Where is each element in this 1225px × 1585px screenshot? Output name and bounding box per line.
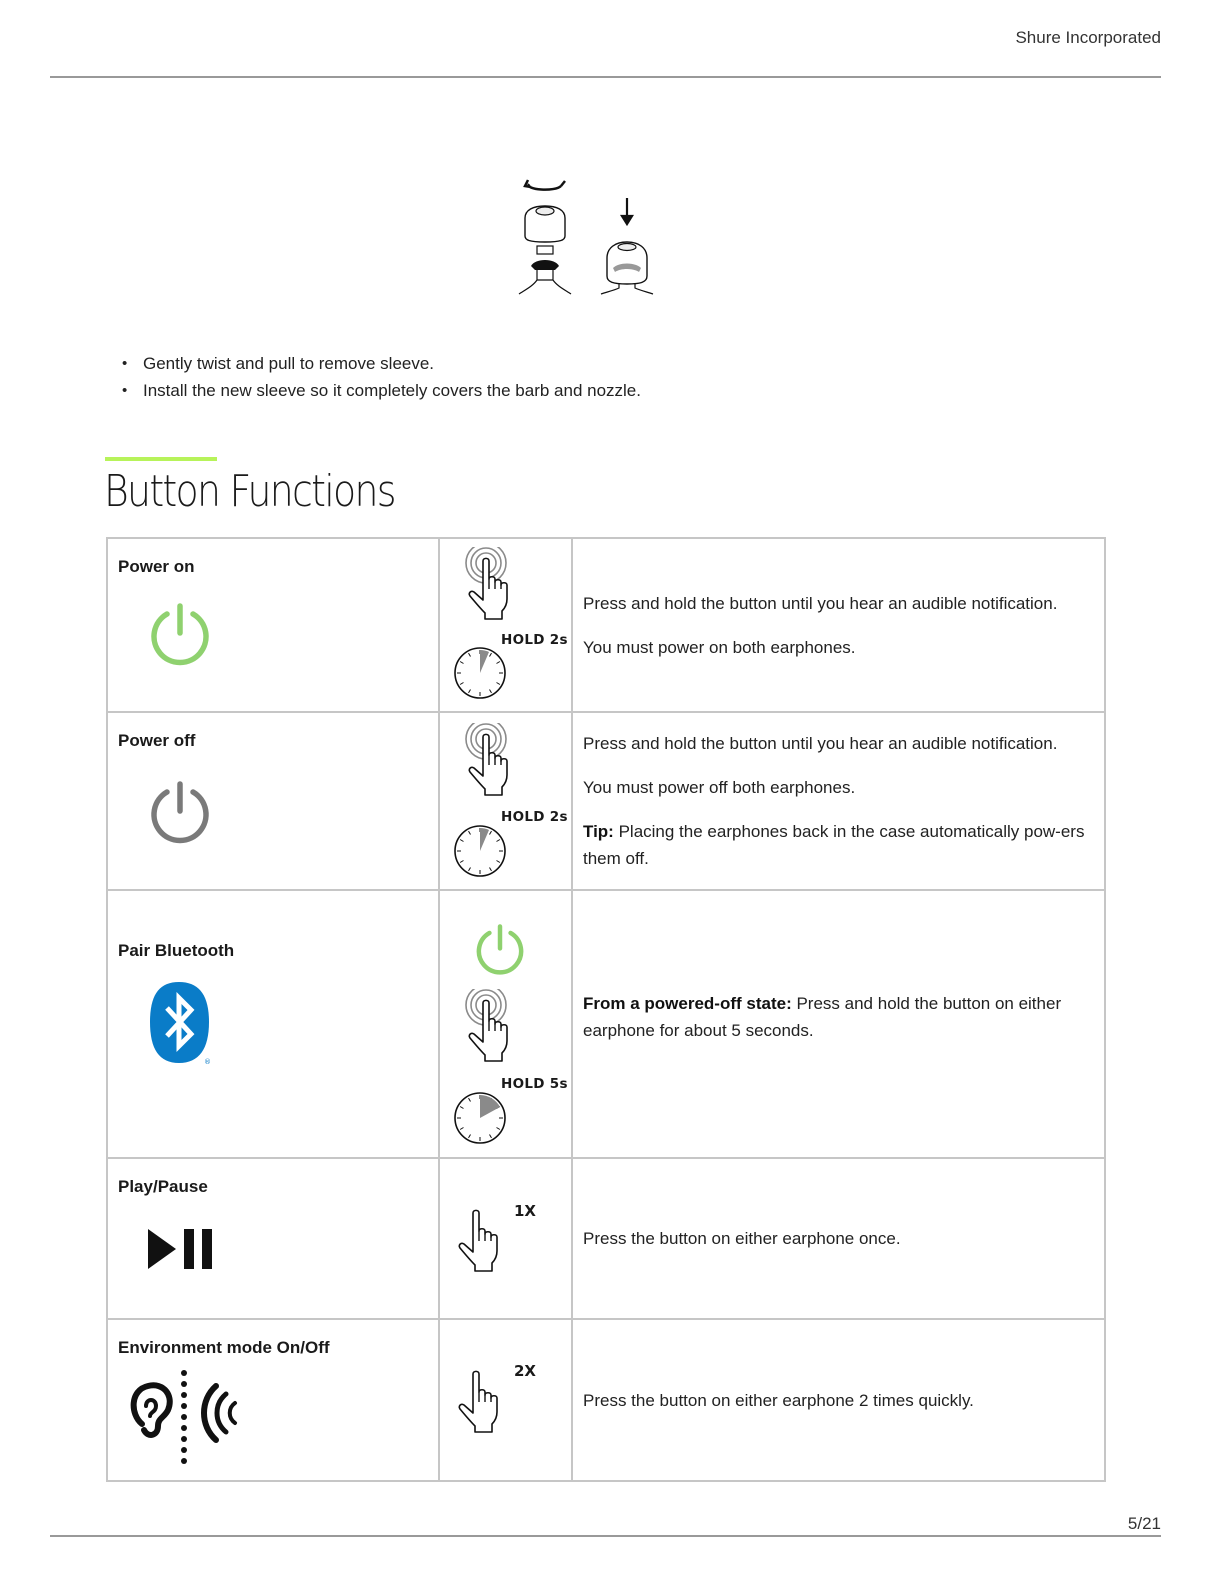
hold-duration-label: HOLD 5s: [501, 1076, 568, 1092]
function-label: Power on: [118, 557, 195, 576]
play-pause-icon: [148, 1227, 216, 1271]
press-count-label: 1X: [514, 1202, 537, 1220]
tip-label: Tip:: [583, 822, 614, 841]
sleeve-replacement-illustration: [515, 178, 663, 300]
gesture-cell: [439, 538, 572, 712]
function-name-cell: [107, 1158, 439, 1319]
power-icon: [149, 781, 211, 845]
function-label: Pair Bluetooth: [118, 940, 235, 960]
timer-icon: [452, 1090, 508, 1146]
function-name-cell: [107, 890, 439, 1158]
bluetooth-icon: [149, 981, 215, 1065]
gesture-cell: [439, 712, 572, 890]
description-text: Press and hold the button until you hear an audible notification.: [583, 593, 1058, 613]
description-text: You must power off both earphones.: [583, 778, 856, 797]
list-item: • Gently twist and pull to remove sleeve.: [122, 350, 641, 377]
header-company: Shure Incorporated: [1015, 28, 1161, 47]
description-cell: [572, 538, 1105, 712]
arrow-down-icon: [622, 198, 632, 224]
press-and-hold-icon: [460, 989, 530, 1073]
twist-arrow-icon: [525, 180, 565, 190]
description-cell: [572, 890, 1105, 1158]
press-icon: [452, 1368, 508, 1440]
power-icon: [149, 603, 211, 667]
description-text: You must power on both earphones.: [583, 637, 856, 657]
table-row: [107, 1158, 1105, 1319]
function-name-cell: [107, 538, 439, 712]
press-icon: [452, 1207, 508, 1279]
table-row: [107, 712, 1105, 890]
function-label: Power off: [118, 731, 196, 750]
function-name-cell: [107, 712, 439, 890]
button-functions-table: [106, 537, 1106, 1482]
gesture-cell: [439, 1319, 572, 1481]
environment-mode-icon: [126, 1368, 246, 1472]
description-text: Press the button on either earphone 2 times quickly.: [583, 1390, 974, 1410]
description-cell: [572, 1319, 1105, 1481]
section-title: Button Functions: [104, 466, 395, 517]
description-text: Press the button on either earphone once.: [583, 1229, 901, 1248]
press-count-label: 2X: [514, 1362, 537, 1380]
description-cell: [572, 1158, 1105, 1319]
power-icon: [475, 924, 525, 976]
table-row: [107, 890, 1105, 1158]
svg-text:®: ®: [204, 1057, 211, 1065]
timer-icon: [452, 823, 508, 879]
hold-duration-label: HOLD 2s: [501, 809, 568, 825]
gesture-cell: [439, 1158, 572, 1319]
press-and-hold-icon: [460, 723, 530, 807]
function-label: Play/Pause: [118, 1177, 208, 1196]
press-and-hold-icon: [460, 547, 530, 631]
sleeve-installed-icon: [601, 242, 653, 294]
page-number: 5/21: [1127, 1514, 1161, 1533]
function-name-cell: [107, 1319, 439, 1481]
sleeve-remove-icon: [519, 206, 571, 294]
table-row: [107, 538, 1105, 712]
description-cell: [572, 712, 1105, 890]
section-accent-bar: [105, 457, 217, 461]
description-bold: From a powered-off state:: [583, 994, 792, 1013]
header-rule: [50, 76, 1161, 78]
sleeve-instructions-list: [122, 350, 641, 404]
footer-rule: [50, 1535, 1161, 1537]
function-label: Environment mode On/Off: [118, 1338, 330, 1357]
list-item: • Install the new sleeve so it completely covers the barb and nozzle.: [122, 377, 641, 404]
description-text: Press and hold the button until you hear an audible notification.: [583, 734, 1058, 753]
tip-text: Tip: Placing the earphones back in the case automatically pow-ers them off.: [583, 822, 1085, 868]
description-text: From a powered-off state: Press and hold the button on either earphone for about 5 seconds.: [583, 994, 1062, 1040]
table-row: [107, 1319, 1105, 1481]
hold-duration-label: HOLD 2s: [501, 632, 568, 648]
timer-icon: [452, 645, 508, 701]
gesture-cell: [439, 890, 572, 1158]
